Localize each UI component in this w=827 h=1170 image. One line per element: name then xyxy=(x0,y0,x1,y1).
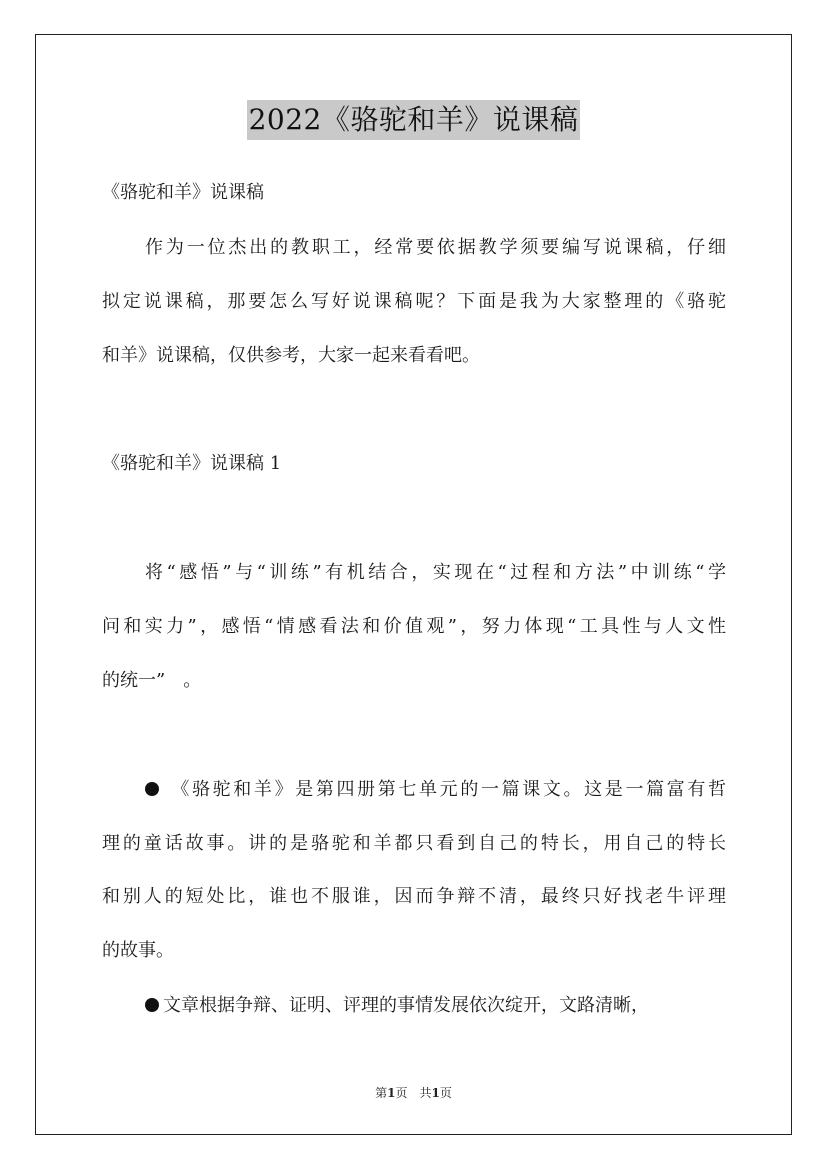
footer-page-suffix: 页 xyxy=(439,1086,452,1100)
black-circle-bullet-icon xyxy=(145,998,159,1012)
footer-page-prefix: 第 xyxy=(375,1086,388,1100)
intro-line-2: 拟定说课稿，那要怎么写好说课稿呢？下面是我为大家整理的《骆驼 xyxy=(102,291,726,312)
para3-line-1-text: 文章根据争辩、证明、评理的事情发展依次绽开，文路清晰， xyxy=(163,995,649,1016)
para3-line-1 xyxy=(145,994,726,1018)
para2-line-1-text: 《骆驼和羊》是第四册第七单元的一篇课文。这是一篇富有哲 xyxy=(171,779,726,800)
document-subtitle: 《骆驼和羊》说课稿 xyxy=(102,182,264,203)
document-title: 2022《骆驼和羊》说课稿 xyxy=(247,100,581,140)
para2-line-4: 的故事。 xyxy=(102,940,174,961)
footer-total-pages: 1 xyxy=(431,1086,440,1100)
black-circle-bullet-icon xyxy=(145,782,159,796)
para1-line-2: 问和实力”，感悟“情感看法和价值观”，努力体现“工具性与人文性 xyxy=(102,616,726,637)
intro-line-3: 和羊》说课稿，仅供参考，大家一起来看看吧。 xyxy=(102,345,480,366)
intro-line-1: 作为一位杰出的教职工，经常要依据教学须要编写说课稿，仔细 xyxy=(145,237,726,258)
footer-page-mid: 页 共 xyxy=(395,1086,432,1100)
para2-line-1 xyxy=(145,778,726,802)
section-heading: 《骆驼和羊》说课稿 1 xyxy=(102,453,282,474)
para1-line-3: 的统一” 。 xyxy=(102,670,202,691)
page-footer xyxy=(0,1085,827,1101)
para2-line-2: 理的童话故事。讲的是骆驼和羊都只看到自己的特长，用自己的特长 xyxy=(102,833,726,854)
title-container xyxy=(0,100,827,140)
footer-page-number: 1 xyxy=(387,1086,396,1100)
para1-line-1: 将“感悟”与“训练”有机结合，实现在“过程和方法”中训练“学 xyxy=(145,562,726,583)
para2-line-3: 和别人的短处比，谁也不服谁，因而争辩不清，最终只好找老牛评理 xyxy=(102,886,726,907)
